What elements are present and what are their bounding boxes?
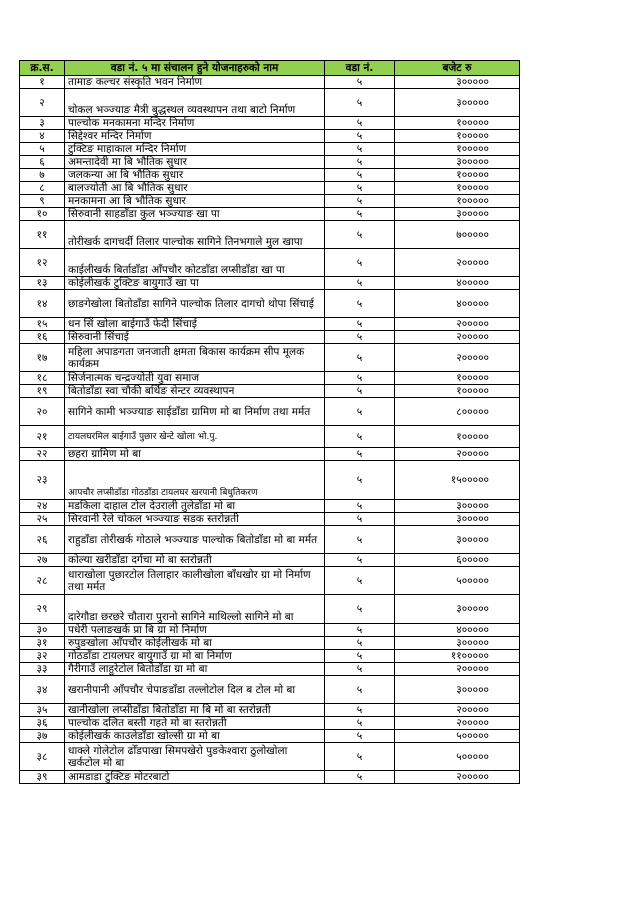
row-project-name: काईलीखर्क बिर्ताडाँडा आँपचौर कोटडाँडा लप्सीडाँडा खा पा	[65, 249, 325, 277]
table-row	[20, 500, 520, 513]
row-serial-number: २२	[20, 448, 65, 461]
row-serial-number: १	[20, 76, 65, 89]
table-row	[20, 169, 520, 182]
row-serial-number: १३	[20, 277, 65, 290]
table-row	[20, 195, 520, 208]
row-budget: ३०००००	[395, 513, 520, 526]
row-project-name: कोईलीखर्क काउलेडाँडा खोल्सी ग्रा मो बा	[65, 730, 325, 743]
row-serial-number: १८	[20, 372, 65, 385]
row-budget: ४०००००	[395, 277, 520, 290]
table-row	[20, 526, 520, 554]
table-row	[20, 426, 520, 448]
row-serial-number: २५	[20, 513, 65, 526]
row-ward-number: ५	[325, 730, 395, 743]
row-project-name: सिर्जनात्मक चन्द्रज्योती युवा समाज	[65, 372, 325, 385]
row-ward-number: ५	[325, 221, 395, 249]
row-budget: २०००००	[395, 331, 520, 344]
row-ward-number: ५	[325, 372, 395, 385]
row-project-name: चोकल भञ्ज्याङ मैत्री बुद्धस्थल व्यवस्थापन तथा बाटो निर्माण	[65, 89, 325, 117]
row-serial-number: ३३	[20, 663, 65, 676]
row-ward-number: ५	[325, 624, 395, 637]
table-row	[20, 156, 520, 169]
row-serial-number: ३२	[20, 650, 65, 663]
row-project-name: धन सिं खोला बाईगाउँ फेदी सिंचाई	[65, 318, 325, 331]
row-serial-number: २७	[20, 554, 65, 567]
row-ward-number: ५	[325, 130, 395, 143]
row-ward-number: ५	[325, 398, 395, 426]
row-budget: १५०००००	[395, 461, 520, 500]
row-serial-number: ३०	[20, 624, 65, 637]
row-budget: २०००००	[395, 344, 520, 372]
row-serial-number: १७	[20, 344, 65, 372]
table-row	[20, 130, 520, 143]
row-serial-number: ८	[20, 182, 65, 195]
row-project-name: दारेगौडा छरछरे चौतारा पुरानो सागिने माथिल्लो सागिने मो बा	[65, 595, 325, 624]
row-ward-number: ५	[325, 500, 395, 513]
row-ward-number: ५	[325, 743, 395, 771]
header-ward: वडा नं.	[325, 61, 395, 76]
table-row	[20, 344, 520, 372]
row-project-name: राहुडाँडा तोरीखर्क गोठाले भञ्ज्याङ पाल्चोक बितोडाँडा मो बा मर्मत	[65, 526, 325, 554]
row-project-name: सिरुवानी सिंचाई	[65, 331, 325, 344]
row-project-name: बितोडाँडा स्वा चौकी बर्थिङ सेन्टर व्यवस्थापन	[65, 385, 325, 398]
row-serial-number: ३९	[20, 771, 65, 784]
table-row	[20, 461, 520, 500]
row-project-name: सिद्देश्वर मन्दिर निर्माण	[65, 130, 325, 143]
row-budget: २०००००	[395, 249, 520, 277]
row-project-name: छहरा ग्रामिण मो बा	[65, 448, 325, 461]
table-row	[20, 290, 520, 318]
row-budget: ३०००००	[395, 89, 520, 117]
row-serial-number: ९	[20, 195, 65, 208]
row-budget: १०००००	[395, 143, 520, 156]
row-project-name: सागिने कामी भञ्ज्याङ साईडाँडा ग्रामिण मो बा निर्माण तथा मर्मत	[65, 398, 325, 426]
table-row	[20, 650, 520, 663]
table-row	[20, 624, 520, 637]
table-row	[20, 743, 520, 771]
row-serial-number: ११	[20, 221, 65, 249]
row-serial-number: १६	[20, 331, 65, 344]
row-budget: २०००००	[395, 663, 520, 676]
row-serial-number: ३	[20, 117, 65, 130]
table-row	[20, 143, 520, 156]
table-row	[20, 89, 520, 117]
table-row	[20, 249, 520, 277]
row-project-name: तामाङ कल्चर संस्कृति भवन निर्माण	[65, 76, 325, 89]
row-budget: १०००००	[395, 182, 520, 195]
row-ward-number: ५	[325, 717, 395, 730]
table-row	[20, 567, 520, 595]
row-project-name: तोरीखर्क दागचर्दी तिलार पाल्चोक सागिने तिनभगाले मुल खापा	[65, 221, 325, 249]
row-project-name: आपचौर लप्सीडाँडा गोठडाँडा टायलघर खरपानी बिधुतिकरण	[65, 461, 325, 500]
row-project-name: खरानीपानी आँपचौर चेपाङडाँडा तल्लोटोल दिल ब टोल मो बा	[65, 676, 325, 704]
row-ward-number: ५	[325, 676, 395, 704]
table-row	[20, 221, 520, 249]
row-budget: २०००००	[395, 717, 520, 730]
header-sn: क्र.स.	[20, 61, 65, 76]
table-row	[20, 771, 520, 784]
row-serial-number: ३४	[20, 676, 65, 704]
row-ward-number: ५	[325, 448, 395, 461]
table-row	[20, 704, 520, 717]
row-ward-number: ५	[325, 195, 395, 208]
row-budget: ३०००००	[395, 76, 520, 89]
table-row	[20, 513, 520, 526]
table-row	[20, 717, 520, 730]
row-budget: २०००००	[395, 704, 520, 717]
row-ward-number: ५	[325, 331, 395, 344]
row-project-name: कोल्या खरीडाँडा दर्गचा मो बा स्तरोन्नती	[65, 554, 325, 567]
row-ward-number: ५	[325, 595, 395, 624]
row-budget: १०००००	[395, 426, 520, 448]
row-serial-number: १०	[20, 208, 65, 221]
row-serial-number: ४	[20, 130, 65, 143]
header-name: वडा नं. ५ मा संचालन हुने योजनाहरुको नाम	[65, 61, 325, 76]
header-row	[20, 61, 520, 76]
row-project-name: गोठडाँडा टायलघर बायुगाउँ ग्रा मो बा निर्माण	[65, 650, 325, 663]
row-project-name: खानीखोला लप्सीडाँडा बितोडाँडा मा बि मो बा स्तरोन्नती	[65, 704, 325, 717]
row-ward-number: ५	[325, 182, 395, 195]
row-project-name: छाङगेखोला बितोडाँडा सागिने पाल्चोक तिलार दागचो थोपा सिंचाई	[65, 290, 325, 318]
row-project-name: धाराखोला पुछारटोल तिलाहार कालीखोला बाँधखोर ग्रा मो निर्माण तथा मर्मत	[65, 567, 325, 595]
row-ward-number: ५	[325, 156, 395, 169]
row-budget: १०००००	[395, 385, 520, 398]
row-budget: ४०००००	[395, 290, 520, 318]
row-project-name: टुक्टिङ माहाकाल मन्दिर निर्माण	[65, 143, 325, 156]
row-budget: १०००००	[395, 372, 520, 385]
row-project-name: जलकन्या आ बि भौतिक सुधार	[65, 169, 325, 182]
row-project-name: टायलघरमिल बाईगाउँ पुछार खेन्टे खोला भो.पु.	[65, 426, 325, 448]
row-serial-number: ७	[20, 169, 65, 182]
row-ward-number: ५	[325, 143, 395, 156]
row-budget: ३०००००	[395, 156, 520, 169]
row-ward-number: ५	[325, 650, 395, 663]
table-row	[20, 730, 520, 743]
row-ward-number: ५	[325, 704, 395, 717]
row-budget: २०००००	[395, 318, 520, 331]
row-project-name: पाल्चोक मनकामना मन्दिर निर्माण	[65, 117, 325, 130]
row-serial-number: २६	[20, 526, 65, 554]
row-ward-number: ५	[325, 513, 395, 526]
row-budget: ३०००००	[395, 676, 520, 704]
row-serial-number: १५	[20, 318, 65, 331]
row-budget: १०००००	[395, 130, 520, 143]
row-ward-number: ५	[325, 290, 395, 318]
row-ward-number: ५	[325, 426, 395, 448]
row-budget: ३०००००	[395, 595, 520, 624]
row-serial-number: ३१	[20, 637, 65, 650]
row-serial-number: ३६	[20, 717, 65, 730]
row-project-name: मडकिला दाहाल टोल देउराली तुलेडाँडा मो बा	[65, 500, 325, 513]
table-row	[20, 372, 520, 385]
row-serial-number: २	[20, 89, 65, 117]
table-row	[20, 318, 520, 331]
row-serial-number: १२	[20, 249, 65, 277]
row-ward-number: ५	[325, 89, 395, 117]
table-row	[20, 331, 520, 344]
row-budget: २०००००	[395, 771, 520, 784]
row-serial-number: ३७	[20, 730, 65, 743]
row-project-name: मनकामना आ बि भौतिक सुधार	[65, 195, 325, 208]
row-ward-number: ५	[325, 461, 395, 500]
row-budget: ६०००००	[395, 554, 520, 567]
row-budget: ११०००००	[395, 650, 520, 663]
row-project-name: धाक्ले गोलेटोल ढोँडपाखा सिमपखेरो पुङकेश्वारा ठुलोखोला खर्कटोल मो बा	[65, 743, 325, 771]
row-budget: ७०००००	[395, 221, 520, 249]
row-ward-number: ५	[325, 277, 395, 290]
row-ward-number: ५	[325, 117, 395, 130]
row-budget: ३०००००	[395, 637, 520, 650]
row-project-name: गैरीगाउँ लाहुरेटोल बितोडाँडा ग्रा मो बा	[65, 663, 325, 676]
row-budget: ५०००००	[395, 743, 520, 771]
row-serial-number: २१	[20, 426, 65, 448]
row-ward-number: ५	[325, 385, 395, 398]
row-budget: १०००००	[395, 117, 520, 130]
row-budget: ४०००००	[395, 624, 520, 637]
table-row	[20, 663, 520, 676]
table-row	[20, 448, 520, 461]
row-ward-number: ५	[325, 663, 395, 676]
row-budget: ५०००००	[395, 730, 520, 743]
budget-table	[19, 60, 520, 784]
row-project-name: सिरुवानी साहडाँडा कुल भञ्ज्याङ खा पा	[65, 208, 325, 221]
row-project-name: सिरवानी रेले चोकल भञ्ज्याङ सडक स्तरोन्नती	[65, 513, 325, 526]
table-body	[20, 76, 520, 784]
header-budget: बजेट रु	[395, 61, 520, 76]
row-serial-number: ३८	[20, 743, 65, 771]
table-row	[20, 554, 520, 567]
row-ward-number: ५	[325, 637, 395, 650]
row-ward-number: ५	[325, 76, 395, 89]
table-row	[20, 76, 520, 89]
row-project-name: अमन्तादेवी मा बि भौतिक सुधार	[65, 156, 325, 169]
row-serial-number: २८	[20, 567, 65, 595]
row-ward-number: ५	[325, 771, 395, 784]
row-ward-number: ५	[325, 318, 395, 331]
row-serial-number: १९	[20, 385, 65, 398]
row-serial-number: २४	[20, 500, 65, 513]
row-serial-number: २०	[20, 398, 65, 426]
table-row	[20, 595, 520, 624]
row-serial-number: २३	[20, 461, 65, 500]
row-budget: ८०००००	[395, 398, 520, 426]
row-project-name: कोईलीखर्क टुक्टिङ बायुगाउँ खा पा	[65, 277, 325, 290]
table-row	[20, 398, 520, 426]
row-budget: १०००००	[395, 169, 520, 182]
table-row	[20, 117, 520, 130]
row-ward-number: ५	[325, 526, 395, 554]
row-budget: १०००००	[395, 195, 520, 208]
row-serial-number: २९	[20, 595, 65, 624]
row-project-name: पधेरी पलाङखर्क प्रा बि ग्रा मो निर्माण	[65, 624, 325, 637]
row-ward-number: ५	[325, 567, 395, 595]
row-ward-number: ५	[325, 208, 395, 221]
row-serial-number: ६	[20, 156, 65, 169]
row-serial-number: १४	[20, 290, 65, 318]
row-budget: ५०००००	[395, 567, 520, 595]
row-budget: ३०००००	[395, 500, 520, 513]
row-budget: २०००००	[395, 448, 520, 461]
table-row	[20, 385, 520, 398]
row-project-name: बालज्योती आ बि भौतिक सुधार	[65, 182, 325, 195]
row-project-name: महिला अपाङगता जनजाती क्षमता बिकास कार्यक्रम सीप मूलक कार्यक्रम	[65, 344, 325, 372]
row-ward-number: ५	[325, 554, 395, 567]
row-project-name: रुपुङखोला आँपचौर कोईलीखर्क मो बा	[65, 637, 325, 650]
table-row	[20, 182, 520, 195]
table-row	[20, 637, 520, 650]
row-ward-number: ५	[325, 344, 395, 372]
row-project-name: आमडाडा टुक्टिङ मोटरबाटो	[65, 771, 325, 784]
row-serial-number: ५	[20, 143, 65, 156]
table-row	[20, 676, 520, 704]
row-project-name: पाल्चोक दलित बस्ती गहते मो बा स्तरोन्नती	[65, 717, 325, 730]
row-budget: ३०००००	[395, 208, 520, 221]
row-budget: ३०००००	[395, 526, 520, 554]
row-ward-number: ५	[325, 249, 395, 277]
row-ward-number: ५	[325, 169, 395, 182]
row-serial-number: ३५	[20, 704, 65, 717]
table-row	[20, 277, 520, 290]
table-row	[20, 208, 520, 221]
